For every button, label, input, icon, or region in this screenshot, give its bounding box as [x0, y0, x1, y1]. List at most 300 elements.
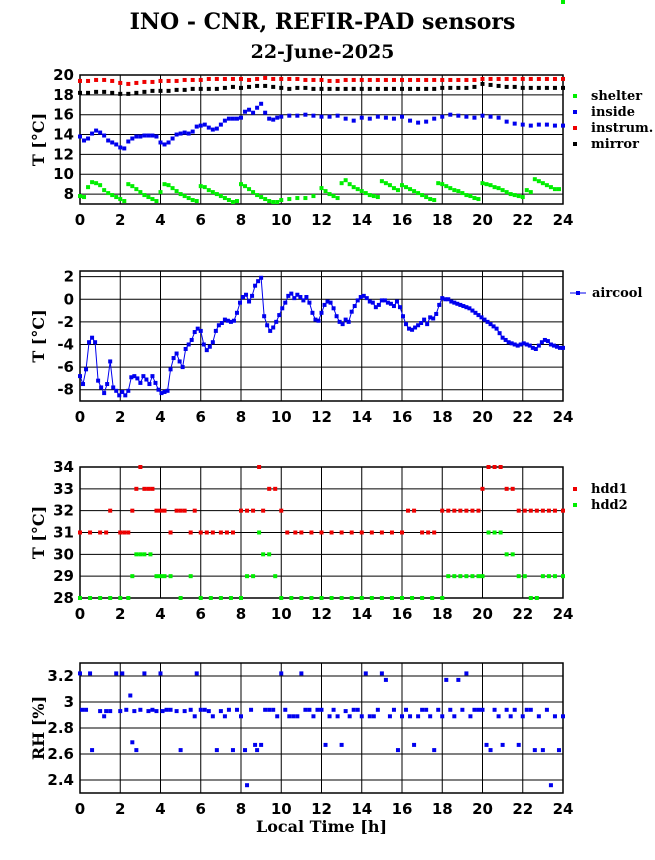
- data-point: [87, 340, 91, 344]
- data-point: [517, 574, 521, 578]
- data-point: [501, 743, 505, 747]
- data-point: [279, 671, 283, 675]
- data-point: [94, 181, 98, 185]
- data-point: [283, 301, 287, 305]
- x-tick-label: 12: [311, 408, 332, 426]
- data-point: [535, 509, 539, 513]
- data-point: [99, 385, 103, 389]
- x-tick-label: 12: [311, 211, 332, 229]
- x-tick-label: 14: [351, 408, 373, 426]
- data-point: [257, 465, 261, 469]
- data-point: [404, 322, 408, 326]
- data-point: [295, 714, 299, 718]
- data-point: [410, 596, 414, 600]
- data-point: [259, 102, 263, 106]
- data-point: [134, 91, 138, 95]
- data-point: [368, 78, 372, 82]
- data-point: [267, 552, 271, 556]
- data-point: [388, 183, 392, 187]
- data-point: [223, 77, 227, 81]
- data-point: [208, 345, 212, 349]
- data-point: [193, 714, 197, 718]
- data-point: [231, 117, 235, 121]
- data-point: [328, 115, 332, 119]
- data-point: [424, 120, 428, 124]
- x-tick-label: 18: [431, 211, 453, 229]
- data-point: [336, 714, 340, 718]
- data-point: [239, 77, 243, 81]
- data-point: [132, 709, 136, 713]
- data-point: [324, 743, 328, 747]
- data-point: [138, 708, 142, 712]
- data-point: [93, 340, 97, 344]
- data-point: [390, 531, 394, 535]
- data-point: [371, 301, 375, 305]
- data-point: [360, 189, 364, 193]
- data-point: [299, 596, 303, 600]
- data-point: [153, 381, 157, 385]
- x-tick-label: 10: [270, 408, 292, 426]
- data-point: [424, 195, 428, 199]
- y-tick-label: -2: [57, 312, 74, 331]
- data-point: [275, 200, 279, 204]
- data-point: [104, 709, 108, 713]
- data-point: [370, 531, 374, 535]
- data-point: [545, 708, 549, 712]
- data-point: [498, 331, 502, 335]
- data-point: [505, 190, 509, 194]
- data-point: [372, 194, 376, 198]
- y-axis-label: T [°C]: [29, 112, 48, 167]
- data-point: [219, 123, 223, 127]
- legend-label: shelter: [591, 89, 643, 104]
- data-point: [380, 531, 384, 535]
- data-point: [106, 191, 110, 195]
- data-point: [245, 509, 249, 513]
- data-point: [384, 78, 388, 82]
- data-point: [94, 129, 98, 133]
- y-axis-label: RH [%]: [29, 695, 48, 761]
- data-point: [287, 714, 291, 718]
- y-tick-label: 20: [53, 66, 74, 84]
- data-point: [360, 531, 364, 535]
- data-point: [178, 359, 182, 363]
- data-point: [472, 196, 476, 200]
- data-point: [468, 194, 472, 198]
- data-point: [250, 294, 254, 298]
- data-point: [239, 509, 243, 513]
- data-point: [364, 671, 368, 675]
- data-point: [424, 87, 428, 91]
- data-point: [549, 185, 553, 189]
- x-tick-label: 20: [472, 605, 493, 623]
- data-point: [118, 92, 122, 96]
- legend-marker: [573, 94, 577, 98]
- data-point: [187, 196, 191, 200]
- data-point: [376, 78, 380, 82]
- data-point: [336, 196, 340, 200]
- data-point: [545, 183, 549, 187]
- data-point: [311, 114, 315, 118]
- data-point: [452, 188, 456, 192]
- x-tick-label: 4: [155, 408, 166, 426]
- data-point: [537, 86, 541, 90]
- data-point: [493, 531, 497, 535]
- legend-marker: [573, 503, 577, 507]
- data-point: [247, 108, 251, 112]
- data-point: [175, 189, 179, 193]
- y-tick-label: 12: [53, 145, 74, 164]
- data-point: [235, 117, 239, 121]
- x-tick-label: 24: [552, 605, 574, 623]
- data-point: [547, 509, 551, 513]
- data-point: [285, 531, 289, 535]
- x-tick-label: 14: [351, 211, 373, 229]
- data-point: [211, 128, 215, 132]
- x-tick-label: 2: [115, 800, 126, 818]
- x-tick-label: 4: [155, 800, 166, 818]
- data-point: [219, 194, 223, 198]
- legend-marker: [573, 126, 577, 130]
- data-point: [537, 77, 541, 81]
- x-tick-label: 12: [311, 605, 332, 623]
- data-point: [464, 115, 468, 119]
- data-point: [171, 137, 175, 141]
- data-point: [497, 77, 501, 81]
- x-tick-label: 6: [195, 605, 206, 623]
- data-point: [384, 678, 388, 682]
- data-point: [138, 190, 142, 194]
- data-point: [146, 709, 150, 713]
- data-point: [456, 86, 460, 90]
- x-tick-label: 12: [311, 800, 332, 818]
- data-point: [199, 124, 203, 128]
- data-point: [159, 671, 163, 675]
- data-point: [330, 531, 334, 535]
- data-point: [452, 509, 456, 513]
- data-point: [191, 78, 195, 82]
- data-point: [332, 306, 336, 310]
- y-tick-label: 32: [53, 501, 74, 520]
- data-point: [271, 708, 275, 712]
- data-point: [489, 748, 493, 752]
- data-point: [468, 714, 472, 718]
- data-point: [340, 531, 344, 535]
- data-point: [215, 192, 219, 196]
- legend-marker: [576, 291, 580, 295]
- data-point: [239, 182, 243, 186]
- data-point: [452, 714, 456, 718]
- data-point: [436, 708, 440, 712]
- data-point: [340, 596, 344, 600]
- data-point: [456, 678, 460, 682]
- data-point: [271, 326, 275, 330]
- data-point: [561, 0, 565, 4]
- data-point: [303, 708, 307, 712]
- data-point: [135, 376, 139, 380]
- data-point: [390, 596, 394, 600]
- data-point: [94, 78, 98, 82]
- data-point: [86, 79, 90, 83]
- data-point: [124, 708, 128, 712]
- data-point: [434, 312, 438, 316]
- data-point: [517, 194, 521, 198]
- data-point: [356, 187, 360, 191]
- data-point: [396, 188, 400, 192]
- data-point: [253, 284, 257, 288]
- x-tick-label: 8: [235, 605, 247, 623]
- data-point: [336, 114, 340, 118]
- legend-marker: [573, 487, 577, 491]
- x-tick-label: 14: [351, 605, 373, 623]
- data-point: [181, 365, 185, 369]
- x-tick-label: 2: [115, 408, 126, 426]
- data-point: [159, 140, 163, 144]
- data-point: [90, 132, 94, 136]
- data-point: [279, 86, 283, 90]
- x-tick-label: 16: [391, 211, 413, 229]
- data-point: [122, 199, 126, 203]
- data-point: [420, 531, 424, 535]
- data-point: [440, 86, 444, 90]
- data-point: [211, 190, 215, 194]
- data-point: [456, 78, 460, 82]
- data-point: [412, 509, 416, 513]
- data-point: [104, 531, 108, 535]
- data-point: [166, 389, 170, 393]
- data-point: [553, 714, 557, 718]
- data-point: [384, 87, 388, 91]
- data-point: [464, 193, 468, 197]
- data-point: [78, 91, 82, 95]
- x-tick-label: 0: [74, 211, 86, 229]
- data-point: [231, 748, 235, 752]
- data-point: [90, 180, 94, 184]
- data-point: [215, 748, 219, 752]
- data-point: [481, 114, 485, 118]
- data-point: [353, 304, 357, 308]
- data-point: [291, 714, 295, 718]
- data-point: [179, 748, 183, 752]
- data-point: [422, 318, 426, 322]
- data-point: [320, 78, 324, 82]
- data-point: [400, 714, 404, 718]
- data-point: [476, 509, 480, 513]
- data-point: [247, 187, 251, 191]
- data-point: [271, 77, 275, 81]
- data-point: [517, 743, 521, 747]
- data-point: [513, 122, 517, 126]
- data-point: [175, 352, 179, 356]
- data-point: [472, 708, 476, 712]
- data-point: [82, 138, 86, 142]
- data-point: [420, 193, 424, 197]
- x-tick-label: 6: [195, 211, 206, 229]
- data-point: [396, 748, 400, 752]
- data-point: [336, 87, 340, 91]
- data-point: [464, 78, 468, 82]
- y-tick-label: 0: [63, 290, 74, 309]
- data-point: [485, 743, 489, 747]
- data-point: [360, 78, 364, 82]
- data-point: [320, 87, 324, 91]
- data-point: [108, 709, 112, 713]
- x-tick-label: 16: [391, 408, 413, 426]
- data-point: [400, 115, 404, 119]
- data-point: [497, 714, 501, 718]
- data-point: [452, 574, 456, 578]
- data-point: [553, 187, 557, 191]
- data-point: [169, 708, 173, 712]
- data-point: [245, 783, 249, 787]
- data-point: [88, 531, 92, 535]
- data-point: [513, 77, 517, 81]
- data-point: [207, 77, 211, 81]
- y-tick-label: 16: [53, 105, 74, 124]
- data-point: [364, 191, 368, 195]
- data-point: [309, 596, 313, 600]
- data-point: [255, 84, 259, 88]
- data-point: [134, 135, 138, 139]
- data-point: [561, 509, 565, 513]
- data-point: [154, 574, 158, 578]
- data-point: [432, 117, 436, 121]
- data-point: [505, 487, 509, 491]
- data-point: [344, 709, 348, 713]
- data-point: [253, 743, 257, 747]
- data-point: [78, 531, 82, 535]
- data-point: [392, 87, 396, 91]
- data-point: [78, 135, 82, 139]
- data-point: [134, 81, 138, 85]
- data-point: [159, 509, 163, 513]
- x-tick-label: 22: [512, 800, 534, 818]
- data-point: [126, 531, 130, 535]
- data-point: [215, 77, 219, 81]
- data-point: [88, 671, 92, 675]
- data-point: [167, 89, 171, 93]
- data-point: [481, 82, 485, 86]
- data-point: [134, 748, 138, 752]
- data-point: [561, 77, 565, 81]
- data-point: [328, 192, 332, 196]
- data-point: [167, 79, 171, 83]
- data-point: [352, 78, 356, 82]
- data-point: [251, 190, 255, 194]
- data-point: [517, 509, 521, 513]
- data-point: [448, 78, 452, 82]
- data-point: [380, 179, 384, 183]
- data-point: [179, 509, 183, 513]
- chart-title: INO - CNR, REFIR-PAD sensors: [129, 9, 516, 35]
- data-point: [179, 596, 183, 600]
- data-point: [344, 78, 348, 82]
- data-point: [159, 89, 163, 93]
- data-point: [416, 121, 420, 125]
- data-point: [404, 185, 408, 189]
- data-point: [110, 91, 114, 95]
- data-point: [420, 708, 424, 712]
- data-point: [368, 714, 372, 718]
- y-tick-label: -8: [57, 380, 74, 399]
- data-point: [175, 509, 179, 513]
- data-point: [207, 188, 211, 192]
- data-point: [376, 708, 380, 712]
- y-tick-label: -4: [57, 335, 74, 354]
- data-point: [219, 709, 223, 713]
- data-point: [287, 87, 291, 91]
- data-point: [110, 193, 114, 197]
- data-point: [106, 138, 110, 142]
- legend-label: hdd1: [591, 482, 628, 497]
- x-tick-label: 18: [431, 605, 453, 623]
- data-point: [183, 78, 187, 82]
- y-tick-label: 14: [53, 125, 74, 144]
- data-point: [80, 708, 84, 712]
- data-point: [458, 509, 462, 513]
- y-tick-label: 29: [53, 567, 74, 586]
- data-point: [311, 194, 315, 198]
- data-point: [529, 596, 533, 600]
- data-point: [138, 135, 142, 139]
- data-point: [489, 83, 493, 87]
- data-point: [144, 378, 148, 382]
- data-point: [481, 574, 485, 578]
- x-tick-label: 20: [472, 800, 493, 818]
- x-tick-label: 22: [512, 211, 534, 229]
- data-point: [561, 124, 565, 128]
- data-point: [440, 182, 444, 186]
- x-tick-label: 10: [270, 605, 292, 623]
- data-point: [523, 509, 527, 513]
- data-point: [406, 509, 410, 513]
- data-point: [481, 77, 485, 81]
- data-point: [493, 185, 497, 189]
- x-tick-label: 2: [115, 605, 126, 623]
- data-point: [142, 487, 146, 491]
- data-point: [207, 709, 211, 713]
- data-point: [134, 552, 138, 556]
- data-point: [525, 708, 529, 712]
- data-point: [134, 187, 138, 191]
- data-point: [332, 194, 336, 198]
- data-point: [340, 743, 344, 747]
- data-point: [118, 145, 122, 149]
- data-point: [392, 708, 396, 712]
- data-point: [203, 123, 207, 127]
- data-point: [320, 186, 324, 190]
- data-point: [255, 77, 259, 81]
- data-point: [529, 77, 533, 81]
- data-point: [464, 509, 468, 513]
- data-point: [416, 191, 420, 195]
- data-point: [440, 596, 444, 600]
- data-point: [199, 708, 203, 712]
- data-point: [525, 188, 529, 192]
- data-point: [416, 87, 420, 91]
- data-point: [303, 113, 307, 117]
- y-tick-label: 34: [53, 458, 74, 476]
- y-axis-label: T [°C]: [29, 309, 48, 363]
- data-point: [247, 300, 251, 304]
- data-point: [499, 465, 503, 469]
- data-point: [368, 117, 372, 121]
- data-point: [513, 708, 517, 712]
- data-point: [130, 184, 134, 188]
- data-point: [232, 319, 236, 323]
- data-point: [348, 182, 352, 186]
- data-point: [199, 78, 203, 82]
